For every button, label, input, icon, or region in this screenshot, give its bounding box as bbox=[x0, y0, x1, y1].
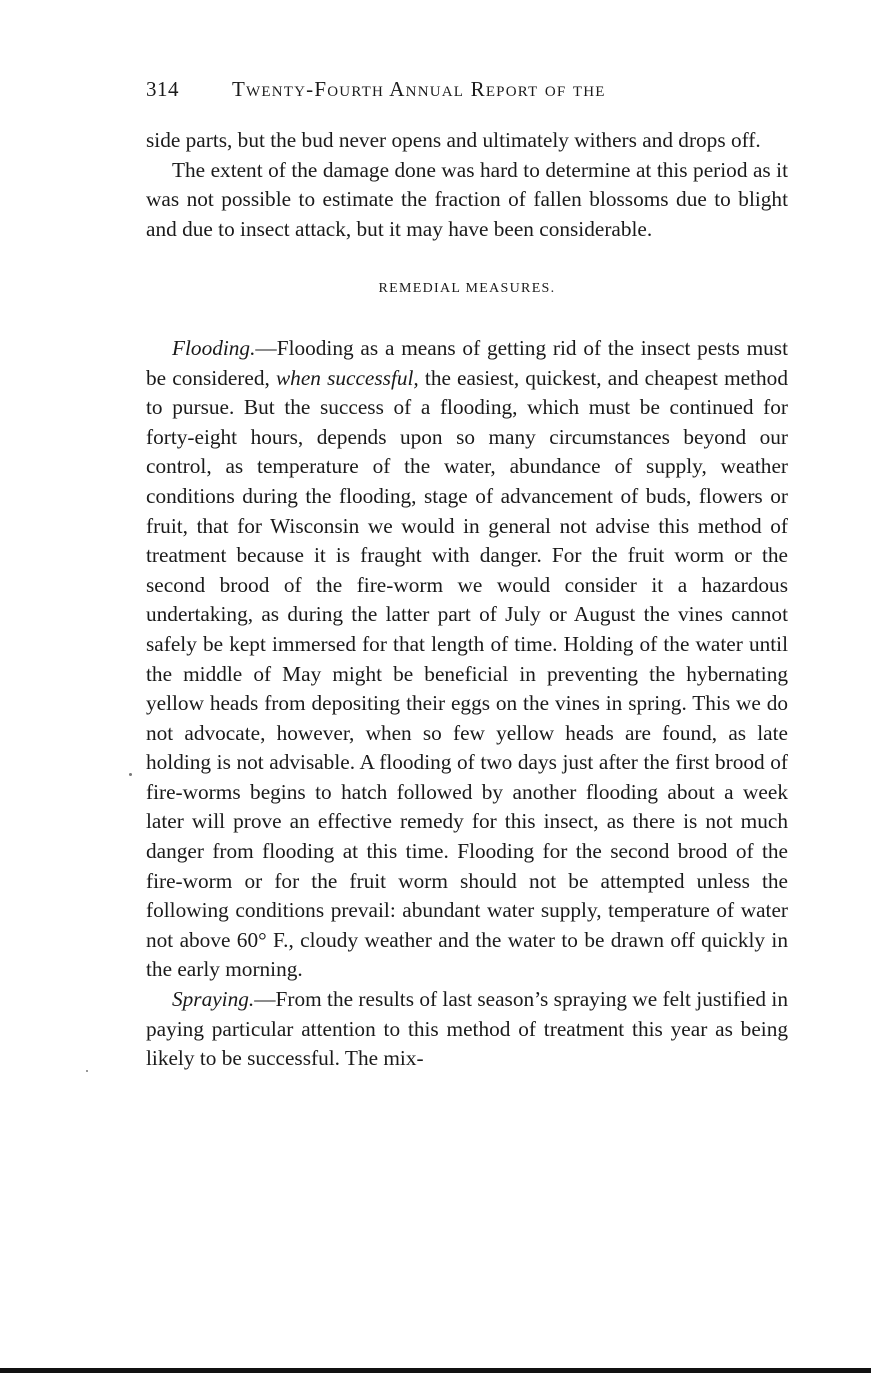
spraying-text: —From the results of last season’s spraying we felt justified in paying particular attention to this method of treatment this year as being likely to be successful. The mix- bbox=[146, 987, 788, 1071]
flooding-text-b: the easiest, quickest, and cheapest method to pursue. But the success of a flooding, which must be continued for forty-eight hours, depends upon so many circumstances beyond our control, as temperature of the water, abundance of supply, weather conditions during the flooding, stage of advancement of buds, flowers or fruit, that for Wisconsin we would in general not advise this method of treatment because it is fraught with danger. For the fruit worm or the second brood of the fire-worm we would consider it a hazardous undertaking, as during the latter part of July or August the vines cannot safely be kept immersed for that length of time. Holding of the water until the middle of May might be beneficial in preventing the hybernating yellow heads from depositing their eggs on the vines in spring. This we do not advocate, however, when so few yellow heads are found, as late holding is not advisable. A flooding of two days just after the first brood of fire-worms begins to hatch followed by another flooding about a week later will prove an effective remedy for this insect, as there is not much danger from flooding at this time. Flooding for the second brood of the fire-worm or for the fruit worm should not be attempted unless the following conditions prevail: abundant water supply, temperature of water not above 60° F., cloudy weather and the water to be drawn off quickly in the early morning. bbox=[146, 365, 788, 982]
running-head bbox=[146, 74, 706, 104]
flooding-lead: Flooding. bbox=[172, 335, 256, 360]
extent-paragraph: The extent of the damage done was hard to determine at this period as it was not possible to estimate the fraction of fallen blossoms due to blight and due to insect attack, but it may have been considerable. bbox=[146, 157, 788, 241]
page-number: 314 bbox=[146, 77, 179, 101]
scan-speck bbox=[129, 773, 132, 776]
flooding-text-a: —Flooding as a means of getting rid of the insect pests must be considered, bbox=[146, 335, 788, 390]
spraying-paragraph bbox=[146, 985, 788, 1074]
flooding-paragraph bbox=[146, 334, 788, 985]
running-title: Twenty-Fourth Annual Report of the bbox=[232, 77, 606, 101]
continuation-paragraph: side parts, but the bud never opens and ultimately withers and drops off. bbox=[146, 128, 761, 152]
flooding-emphasis: when successful, bbox=[275, 365, 419, 390]
spraying-lead: Spraying. bbox=[172, 987, 255, 1012]
scan-speck bbox=[86, 1070, 88, 1072]
section-heading: REMEDIAL MEASURES. bbox=[378, 281, 556, 297]
body-text bbox=[146, 126, 788, 1074]
scan-bottom-edge bbox=[0, 1368, 871, 1373]
